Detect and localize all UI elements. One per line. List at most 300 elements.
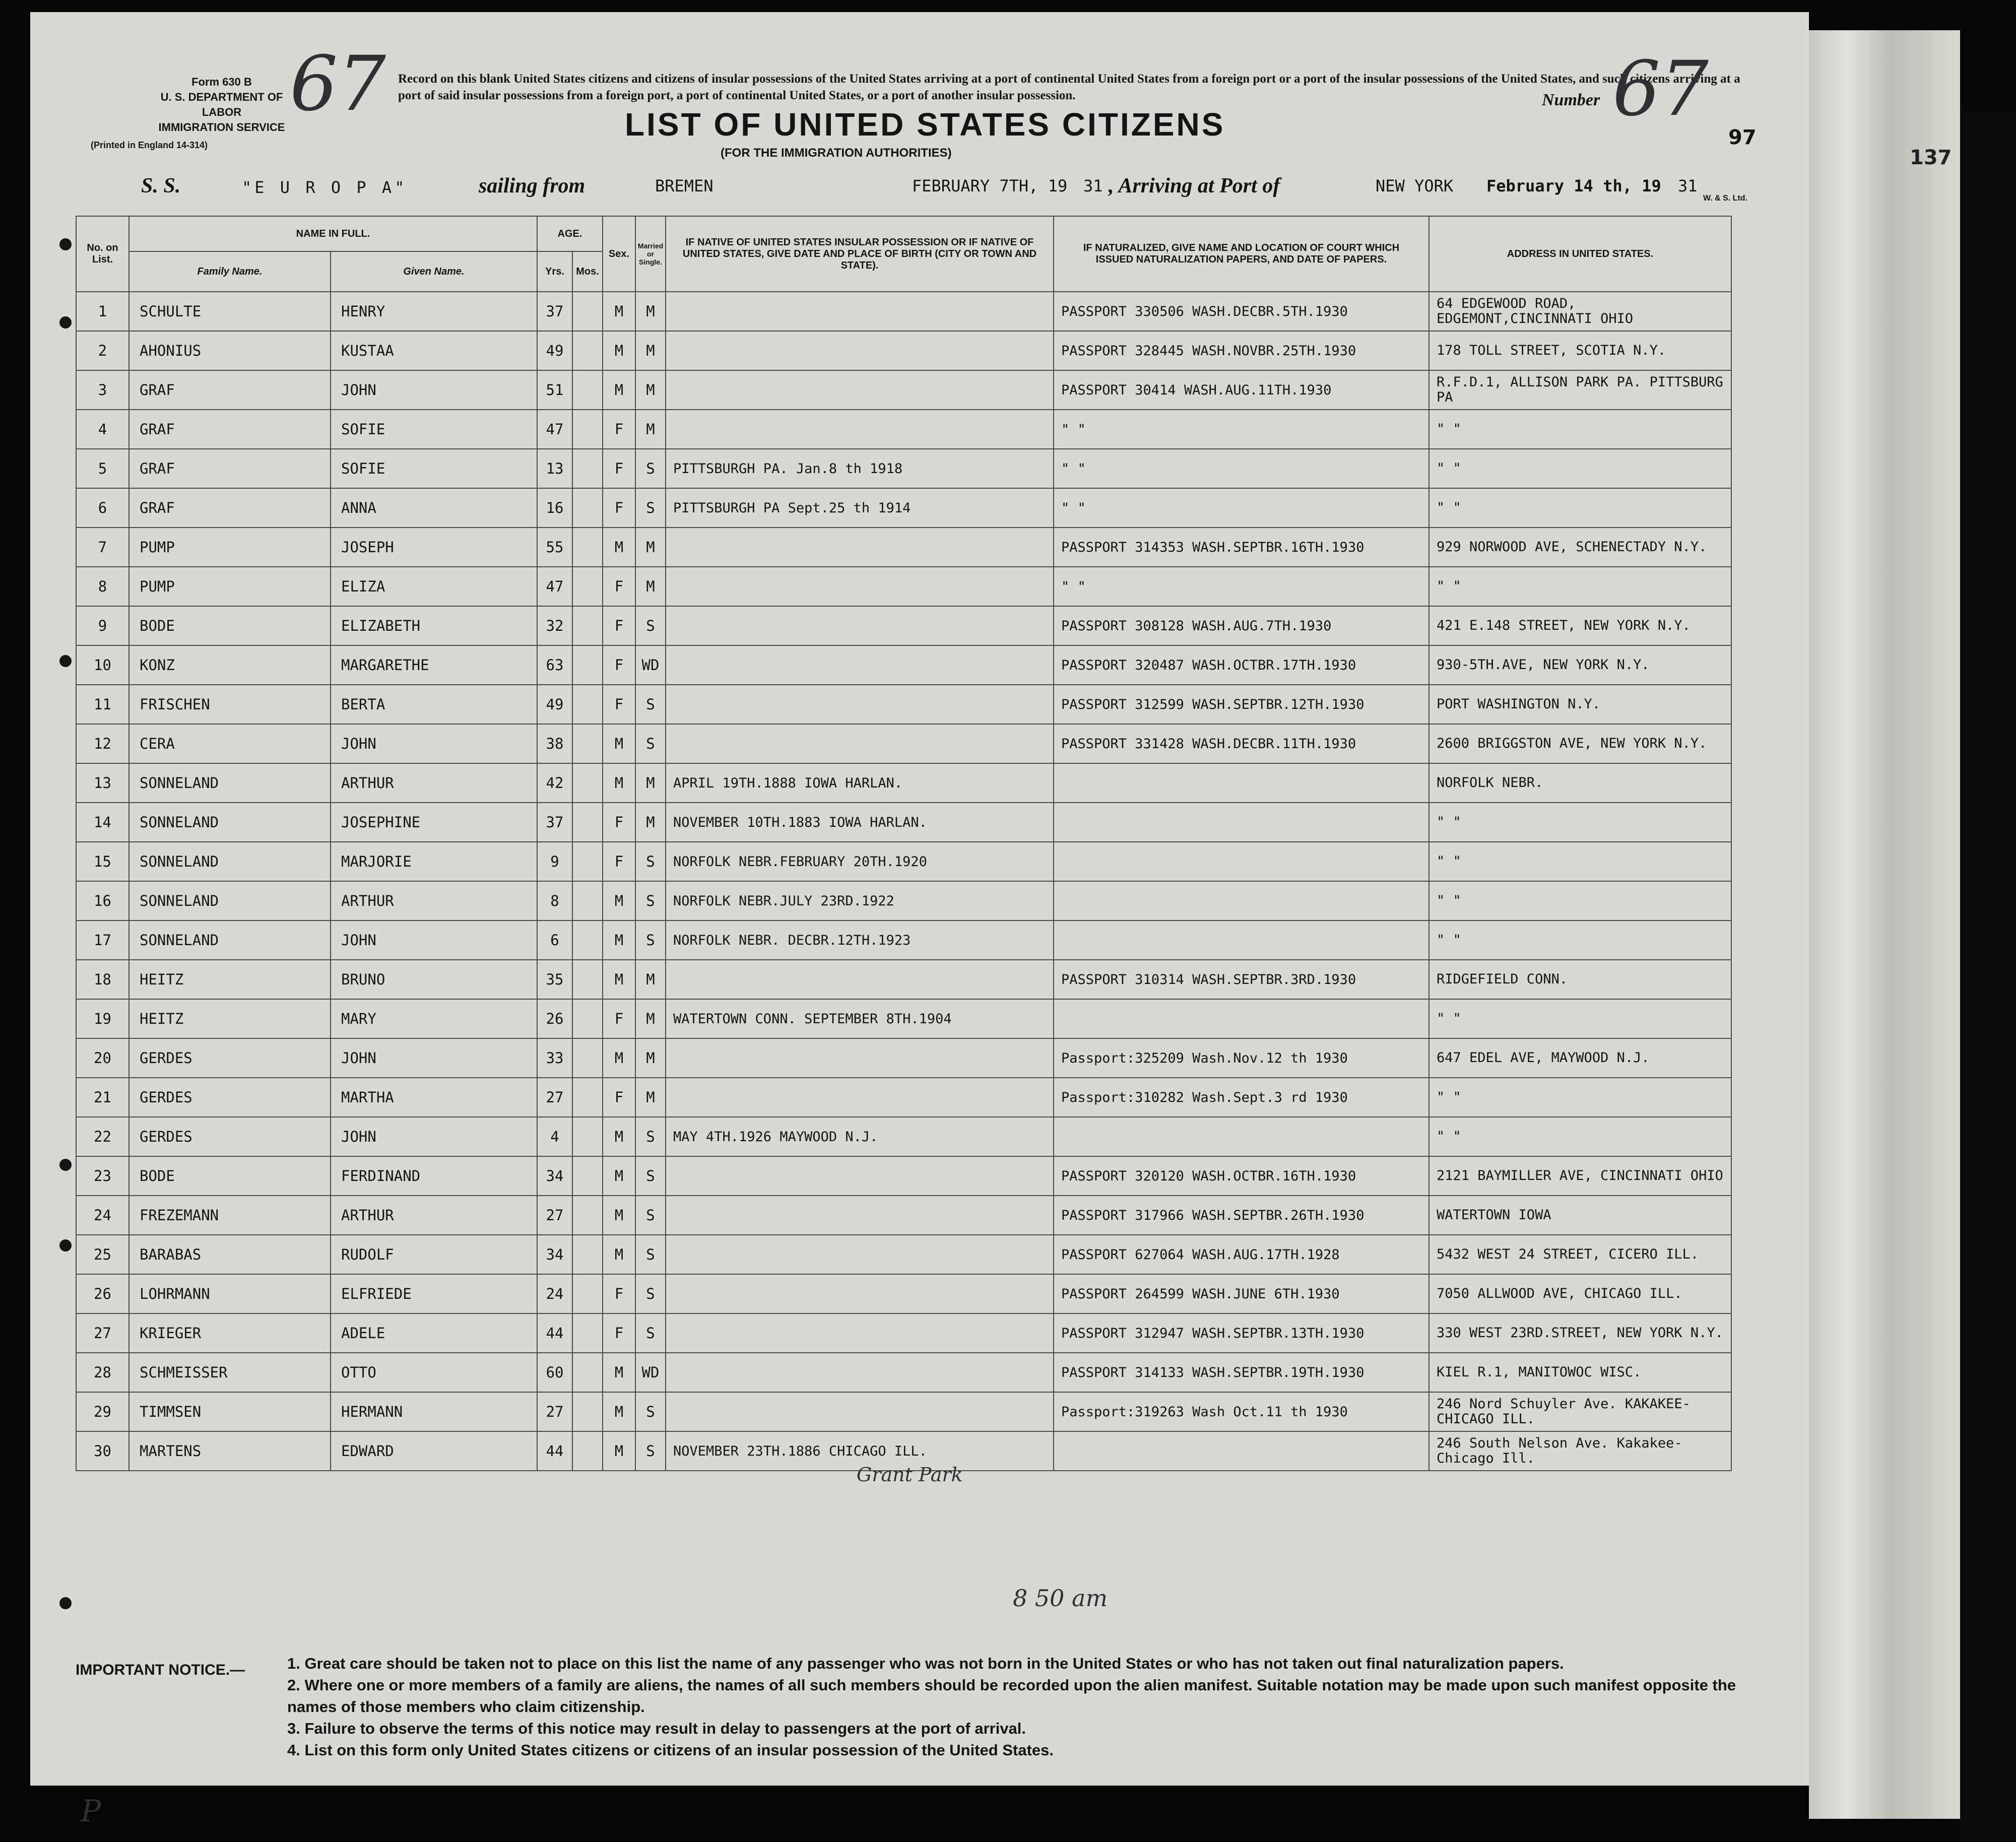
naturalization-info: Passport:325209 Wash.Nov.12 th 1930	[1054, 1038, 1429, 1078]
family-name: SONNELAND	[129, 881, 331, 920]
address: 64 EDGEWOOD ROAD, EDGEMONT,CINCINNATI OHIO	[1429, 292, 1731, 331]
form-subtitle: (FOR THE IMMIGRATION AUTHORITIES)	[721, 146, 952, 160]
table-row	[76, 331, 1731, 370]
address: " "	[1429, 803, 1731, 842]
given-name: FERDINAND	[331, 1156, 537, 1196]
marital-status: M	[635, 1038, 666, 1078]
naturalization-info: Passport:310282 Wash.Sept.3 rd 1930	[1054, 1078, 1429, 1117]
age-months	[572, 881, 603, 920]
marital-status: M	[635, 528, 666, 567]
marital-status: S	[635, 1431, 666, 1471]
birth-info	[666, 567, 1054, 606]
notice-lead: IMPORTANT NOTICE.—	[76, 1662, 245, 1678]
address: WATERTOWN IOWA	[1429, 1196, 1731, 1235]
family-name: BODE	[129, 606, 331, 645]
row-number: 16	[76, 881, 129, 920]
marital-status: M	[635, 410, 666, 449]
row-number: 7	[76, 528, 129, 567]
service: IMMIGRATION SERVICE	[158, 121, 285, 134]
age-years: 44	[537, 1313, 572, 1353]
birth-info: WATERTOWN CONN. SEPTEMBER 8TH.1904	[666, 999, 1054, 1038]
birth-info: PITTSBURGH PA Sept.25 th 1914	[666, 488, 1054, 528]
given-name: ELFRIEDE	[331, 1274, 537, 1313]
age-months	[572, 331, 603, 370]
marital-status: S	[635, 1196, 666, 1235]
row-number: 8	[76, 567, 129, 606]
marital-status: S	[635, 685, 666, 724]
marital-status: M	[635, 331, 666, 370]
marital-status: M	[635, 999, 666, 1038]
address: 929 NORWOOD AVE, SCHENECTADY N.Y.	[1429, 528, 1731, 567]
sex: F	[603, 1313, 635, 1353]
naturalization-info	[1054, 920, 1429, 960]
marital-status: S	[635, 1392, 666, 1431]
age-months	[572, 1078, 603, 1117]
table-row	[76, 920, 1731, 960]
age-years: 34	[537, 1156, 572, 1196]
table-row	[76, 567, 1731, 606]
marital-status: S	[635, 881, 666, 920]
age-years: 6	[537, 920, 572, 960]
col-age: AGE.	[537, 216, 603, 251]
naturalization-info: " "	[1054, 488, 1429, 528]
naturalization-info: PASSPORT 312947 WASH.SEPTBR.13TH.1930	[1054, 1313, 1429, 1353]
age-years: 49	[537, 685, 572, 724]
table-row	[76, 842, 1731, 881]
notice-list	[76, 1653, 1738, 1761]
arrival-port: NEW YORK	[1376, 176, 1454, 195]
row-number: 11	[76, 685, 129, 724]
age-years: 47	[537, 567, 572, 606]
row-number: 21	[76, 1078, 129, 1117]
age-years: 16	[537, 488, 572, 528]
sex: M	[603, 881, 635, 920]
table-row	[76, 370, 1731, 410]
given-name: HERMANN	[331, 1392, 537, 1431]
birth-info: NOVEMBER 23TH.1886 CHICAGO ILL.	[666, 1431, 1054, 1471]
address: 2121 BAYMILLER AVE, CINCINNATI OHIO	[1429, 1156, 1731, 1196]
sex: F	[603, 842, 635, 881]
row-number: 6	[76, 488, 129, 528]
address: " "	[1429, 881, 1731, 920]
punch-hole	[59, 1239, 72, 1252]
notice-item-3: 3. Failure to observe the terms of this notice may result in delay to passengers at the port of arrival.	[287, 1720, 1026, 1737]
address: " "	[1429, 449, 1731, 488]
age-months	[572, 370, 603, 410]
naturalization-info: PASSPORT 264599 WASH.JUNE 6TH.1930	[1054, 1274, 1429, 1313]
address: PORT WASHINGTON N.Y.	[1429, 685, 1731, 724]
age-months	[572, 645, 603, 685]
row-number: 3	[76, 370, 129, 410]
form-id-block	[146, 75, 297, 135]
passenger-table	[76, 216, 1732, 1471]
sex: M	[603, 528, 635, 567]
page-number-97: 97	[1728, 126, 1757, 149]
col-married	[635, 216, 666, 292]
col-mos: Mos.	[572, 251, 603, 292]
sex: M	[603, 724, 635, 763]
age-years: 35	[537, 960, 572, 999]
age-years: 13	[537, 449, 572, 488]
table-row	[76, 1392, 1731, 1431]
age-years: 27	[537, 1078, 572, 1117]
age-months	[572, 724, 603, 763]
sex: F	[603, 645, 635, 685]
naturalization-info: " "	[1054, 410, 1429, 449]
col-married-label: Married or Single.	[637, 242, 664, 266]
family-name: HEITZ	[129, 960, 331, 999]
age-months	[572, 488, 603, 528]
given-name: JOHN	[331, 370, 537, 410]
table-row	[76, 449, 1731, 488]
given-name: JOHN	[331, 920, 537, 960]
birth-info	[666, 685, 1054, 724]
marital-status: S	[635, 724, 666, 763]
number-label: Number	[1542, 91, 1600, 109]
age-years: 51	[537, 370, 572, 410]
given-name: BRUNO	[331, 960, 537, 999]
family-name: SONNELAND	[129, 763, 331, 803]
table-row	[76, 292, 1731, 331]
family-name: SONNELAND	[129, 803, 331, 842]
address: " "	[1429, 488, 1731, 528]
age-years: 55	[537, 528, 572, 567]
marital-status: WD	[635, 1353, 666, 1392]
marital-status: M	[635, 960, 666, 999]
age-months	[572, 1156, 603, 1196]
page-number-137: 137	[1910, 146, 1952, 169]
sex: M	[603, 292, 635, 331]
age-months	[572, 1431, 603, 1471]
birth-info	[666, 724, 1054, 763]
naturalization-info	[1054, 881, 1429, 920]
sex: F	[603, 1078, 635, 1117]
handwritten-page-number: 67	[290, 40, 386, 128]
ss-label: S. S.	[141, 174, 181, 198]
age-years: 33	[537, 1038, 572, 1078]
age-years: 47	[537, 410, 572, 449]
form-title: LIST OF UNITED STATES CITIZENS	[625, 106, 1225, 143]
given-name: MARGARETHE	[331, 645, 537, 685]
sex: M	[603, 920, 635, 960]
age-years: 34	[537, 1235, 572, 1274]
marital-status: S	[635, 449, 666, 488]
table-row	[76, 1156, 1731, 1196]
punch-hole	[59, 655, 72, 667]
row-number: 30	[76, 1431, 129, 1471]
birth-info	[666, 1196, 1054, 1235]
age-years: 24	[537, 1274, 572, 1313]
printed-note: (Printed in England 14-314)	[91, 140, 208, 150]
row-number: 1	[76, 292, 129, 331]
notice-item-4: 4. List on this form only United States citizens or citizens of an insular possession of the United States.	[287, 1741, 1054, 1759]
age-months	[572, 842, 603, 881]
sailing-label: sailing from	[479, 174, 586, 198]
given-name: JOHN	[331, 1038, 537, 1078]
naturalization-info	[1054, 842, 1429, 881]
sex: M	[603, 1431, 635, 1471]
given-name: ARTHUR	[331, 1196, 537, 1235]
row-number: 4	[76, 410, 129, 449]
table-row	[76, 645, 1731, 685]
row-number: 23	[76, 1156, 129, 1196]
marital-status: S	[635, 1156, 666, 1196]
list-number: 67	[1612, 45, 1709, 133]
table-row	[76, 999, 1731, 1038]
family-name: GERDES	[129, 1038, 331, 1078]
given-name: BERTA	[331, 685, 537, 724]
given-name: ADELE	[331, 1313, 537, 1353]
marital-status: S	[635, 1117, 666, 1156]
naturalization-info	[1054, 803, 1429, 842]
age-months	[572, 606, 603, 645]
sex: F	[603, 685, 635, 724]
age-years: 60	[537, 1353, 572, 1392]
age-months	[572, 1235, 603, 1274]
birth-info	[666, 645, 1054, 685]
table-row	[76, 488, 1731, 528]
naturalization-info: PASSPORT 317966 WASH.SEPTBR.26TH.1930	[1054, 1196, 1429, 1235]
row-number: 17	[76, 920, 129, 960]
col-given: Given Name.	[331, 251, 537, 292]
sex: M	[603, 763, 635, 803]
record-instruction: Record on this blank United States citizens and citizens of insular possessions of the United States arriving at a port of continental United States from a foreign port or a port of the insular possessions of the United States, and such citizens arriving at a port of said insular possessions from a foreign port, a port of continental United States, or a port of another insular possession.	[398, 72, 1740, 102]
birth-info: NORFOLK NEBR.JULY 23RD.1922	[666, 881, 1054, 920]
sex: M	[603, 370, 635, 410]
row-number: 5	[76, 449, 129, 488]
given-name: ELIZABETH	[331, 606, 537, 645]
row-number: 18	[76, 960, 129, 999]
given-name: SOFIE	[331, 449, 537, 488]
naturalization-info: " "	[1054, 449, 1429, 488]
address: 246 Nord Schuyler Ave. KAKAKEE-CHICAGO ILL.	[1429, 1392, 1731, 1431]
address: 930-5TH.AVE, NEW YORK N.Y.	[1429, 645, 1731, 685]
age-months	[572, 763, 603, 803]
address: R.F.D.1, ALLISON PARK PA. PITTSBURG PA	[1429, 370, 1731, 410]
given-name: KUSTAA	[331, 331, 537, 370]
given-name: JOSEPH	[331, 528, 537, 567]
age-months	[572, 1313, 603, 1353]
row-number: 2	[76, 331, 129, 370]
address: 2600 BRIGGSTON AVE, NEW YORK N.Y.	[1429, 724, 1731, 763]
naturalization-info: " "	[1054, 567, 1429, 606]
ship-line	[141, 174, 1753, 204]
birth-info: NORFOLK NEBR. DECBR.12TH.1923	[666, 920, 1054, 960]
given-name: EDWARD	[331, 1431, 537, 1471]
age-months	[572, 1117, 603, 1156]
arriving-label: , Arriving at Port of	[1109, 174, 1280, 198]
age-years: 38	[537, 724, 572, 763]
row-number: 26	[76, 1274, 129, 1313]
family-name: PUMP	[129, 528, 331, 567]
handwritten-grant-park: Grant Park	[857, 1464, 963, 1486]
age-years: 37	[537, 803, 572, 842]
age-months	[572, 803, 603, 842]
naturalization-info: Passport:319263 Wash Oct.11 th 1930	[1054, 1392, 1429, 1431]
departure-port: BREMEN	[655, 176, 713, 195]
punch-hole	[59, 316, 72, 328]
birth-info	[666, 606, 1054, 645]
punch-hole	[59, 238, 72, 250]
marital-status: S	[635, 1313, 666, 1353]
row-number: 19	[76, 999, 129, 1038]
col-family: Family Name.	[129, 251, 331, 292]
family-name: SCHULTE	[129, 292, 331, 331]
sex: F	[603, 999, 635, 1038]
age-years: 26	[537, 999, 572, 1038]
age-months	[572, 1392, 603, 1431]
table-row	[76, 1078, 1731, 1117]
col-sex: Sex.	[603, 216, 635, 292]
family-name: FREZEMANN	[129, 1196, 331, 1235]
age-years: 44	[537, 1431, 572, 1471]
given-name: ANNA	[331, 488, 537, 528]
age-months	[572, 1353, 603, 1392]
given-name: ARTHUR	[331, 881, 537, 920]
naturalization-info	[1054, 763, 1429, 803]
marital-status: M	[635, 370, 666, 410]
address: " "	[1429, 1078, 1731, 1117]
marital-status: M	[635, 1078, 666, 1117]
address: 7050 ALLWOOD AVE, CHICAGO ILL.	[1429, 1274, 1731, 1313]
printer-mark: W. & S. Ltd.	[1703, 194, 1747, 203]
age-years: 9	[537, 842, 572, 881]
given-name: OTTO	[331, 1353, 537, 1392]
naturalization-info	[1054, 1117, 1429, 1156]
address: " "	[1429, 842, 1731, 881]
given-name: HENRY	[331, 292, 537, 331]
age-years: 42	[537, 763, 572, 803]
marital-status: M	[635, 292, 666, 331]
age-months	[572, 1196, 603, 1235]
row-number: 9	[76, 606, 129, 645]
sex: F	[603, 606, 635, 645]
naturalization-info: PASSPORT 320487 WASH.OCTBR.17TH.1930	[1054, 645, 1429, 685]
address: " "	[1429, 567, 1731, 606]
col-birth: IF NATIVE OF UNITED STATES INSULAR POSSESSION OR IF NATIVE OF UNITED STATES, GIVE DATE AND PLACE OF BIRTH (CITY OR TOWN AND STATE).	[666, 216, 1054, 292]
given-name: SOFIE	[331, 410, 537, 449]
family-name: KRIEGER	[129, 1313, 331, 1353]
address: RIDGEFIELD CONN.	[1429, 960, 1731, 999]
departure-year: 31	[1083, 176, 1103, 195]
marital-status: M	[635, 763, 666, 803]
table-row	[76, 1235, 1731, 1274]
table-row	[76, 724, 1731, 763]
sex: M	[603, 331, 635, 370]
scan-border	[1960, 111, 2015, 1842]
form-number: Form 630 B	[191, 76, 252, 88]
age-months	[572, 410, 603, 449]
naturalization-info: PASSPORT 314133 WASH.SEPTBR.19TH.1930	[1054, 1353, 1429, 1392]
birth-info	[666, 331, 1054, 370]
arrival-date: February 14 th, 19	[1486, 176, 1661, 195]
col-naturalized: IF NATURALIZED, GIVE NAME AND LOCATION OF COURT WHICH ISSUED NATURALIZATION PAPERS, AND DATE OF PAPERS.	[1054, 216, 1429, 292]
table-row	[76, 1196, 1731, 1235]
address: NORFOLK NEBR.	[1429, 763, 1731, 803]
age-months	[572, 528, 603, 567]
age-years: 37	[537, 292, 572, 331]
birth-info	[666, 528, 1054, 567]
age-months	[572, 567, 603, 606]
family-name: SONNELAND	[129, 842, 331, 881]
given-name: MARTHA	[331, 1078, 537, 1117]
birth-info	[666, 1038, 1054, 1078]
col-address: ADDRESS IN UNITED STATES.	[1429, 216, 1731, 292]
punch-hole	[59, 1159, 72, 1171]
notice-item-2: 2. Where one or more members of a family are aliens, the names of all such members should be recorded upon the alien manifest. Suitable notation may be made upon such manifest opposite the names of those members who claim citizenship.	[287, 1676, 1736, 1716]
given-name: JOHN	[331, 1117, 537, 1156]
naturalization-info: PASSPORT 30414 WASH.AUG.11TH.1930	[1054, 370, 1429, 410]
family-name: TIMMSEN	[129, 1392, 331, 1431]
family-name: MARTENS	[129, 1431, 331, 1471]
ship-name: "E U R O P A"	[242, 178, 408, 197]
marital-status: M	[635, 567, 666, 606]
marital-status: M	[635, 803, 666, 842]
age-months	[572, 1038, 603, 1078]
address: KIEL R.1, MANITOWOC WISC.	[1429, 1353, 1731, 1392]
naturalization-info: PASSPORT 331428 WASH.DECBR.11TH.1930	[1054, 724, 1429, 763]
birth-info	[666, 960, 1054, 999]
table-row	[76, 1313, 1731, 1353]
arrival-year: 31	[1678, 176, 1698, 195]
age-years: 4	[537, 1117, 572, 1156]
family-name: GERDES	[129, 1078, 331, 1117]
table-row	[76, 881, 1731, 920]
birth-info: NORFOLK NEBR.FEBRUARY 20TH.1920	[666, 842, 1054, 881]
table-row	[76, 410, 1731, 449]
sex: M	[603, 960, 635, 999]
given-name: JOSEPHINE	[331, 803, 537, 842]
family-name: LOHRMANN	[129, 1274, 331, 1313]
sex: F	[603, 803, 635, 842]
age-months	[572, 1274, 603, 1313]
birth-info	[666, 1078, 1054, 1117]
sex: F	[603, 1274, 635, 1313]
table-row	[76, 1038, 1731, 1078]
row-number: 15	[76, 842, 129, 881]
sex: F	[603, 449, 635, 488]
address: " "	[1429, 410, 1731, 449]
address: " "	[1429, 1117, 1731, 1156]
birth-info	[666, 1274, 1054, 1313]
row-number: 20	[76, 1038, 129, 1078]
birth-info	[666, 1156, 1054, 1196]
table-row	[76, 803, 1731, 842]
naturalization-info: PASSPORT 330506 WASH.DECBR.5TH.1930	[1054, 292, 1429, 331]
naturalization-info	[1054, 1431, 1429, 1471]
age-months	[572, 449, 603, 488]
birth-info: NOVEMBER 10TH.1883 IOWA HARLAN.	[666, 803, 1054, 842]
marital-status: S	[635, 606, 666, 645]
address: 5432 WEST 24 STREET, CICERO ILL.	[1429, 1235, 1731, 1274]
family-name: KONZ	[129, 645, 331, 685]
sex: M	[603, 1196, 635, 1235]
naturalization-info: PASSPORT 328445 WASH.NOVBR.25TH.1930	[1054, 331, 1429, 370]
row-number: 29	[76, 1392, 129, 1431]
punch-hole	[59, 1597, 72, 1609]
col-name: NAME IN FULL.	[129, 216, 537, 251]
age-years: 27	[537, 1392, 572, 1431]
sex: F	[603, 567, 635, 606]
page-edge-background	[1809, 30, 1960, 1819]
family-name: SCHMEISSER	[129, 1353, 331, 1392]
given-name: MARY	[331, 999, 537, 1038]
age-months	[572, 999, 603, 1038]
birth-info	[666, 410, 1054, 449]
table-row	[76, 1274, 1731, 1313]
age-years: 63	[537, 645, 572, 685]
row-number: 10	[76, 645, 129, 685]
